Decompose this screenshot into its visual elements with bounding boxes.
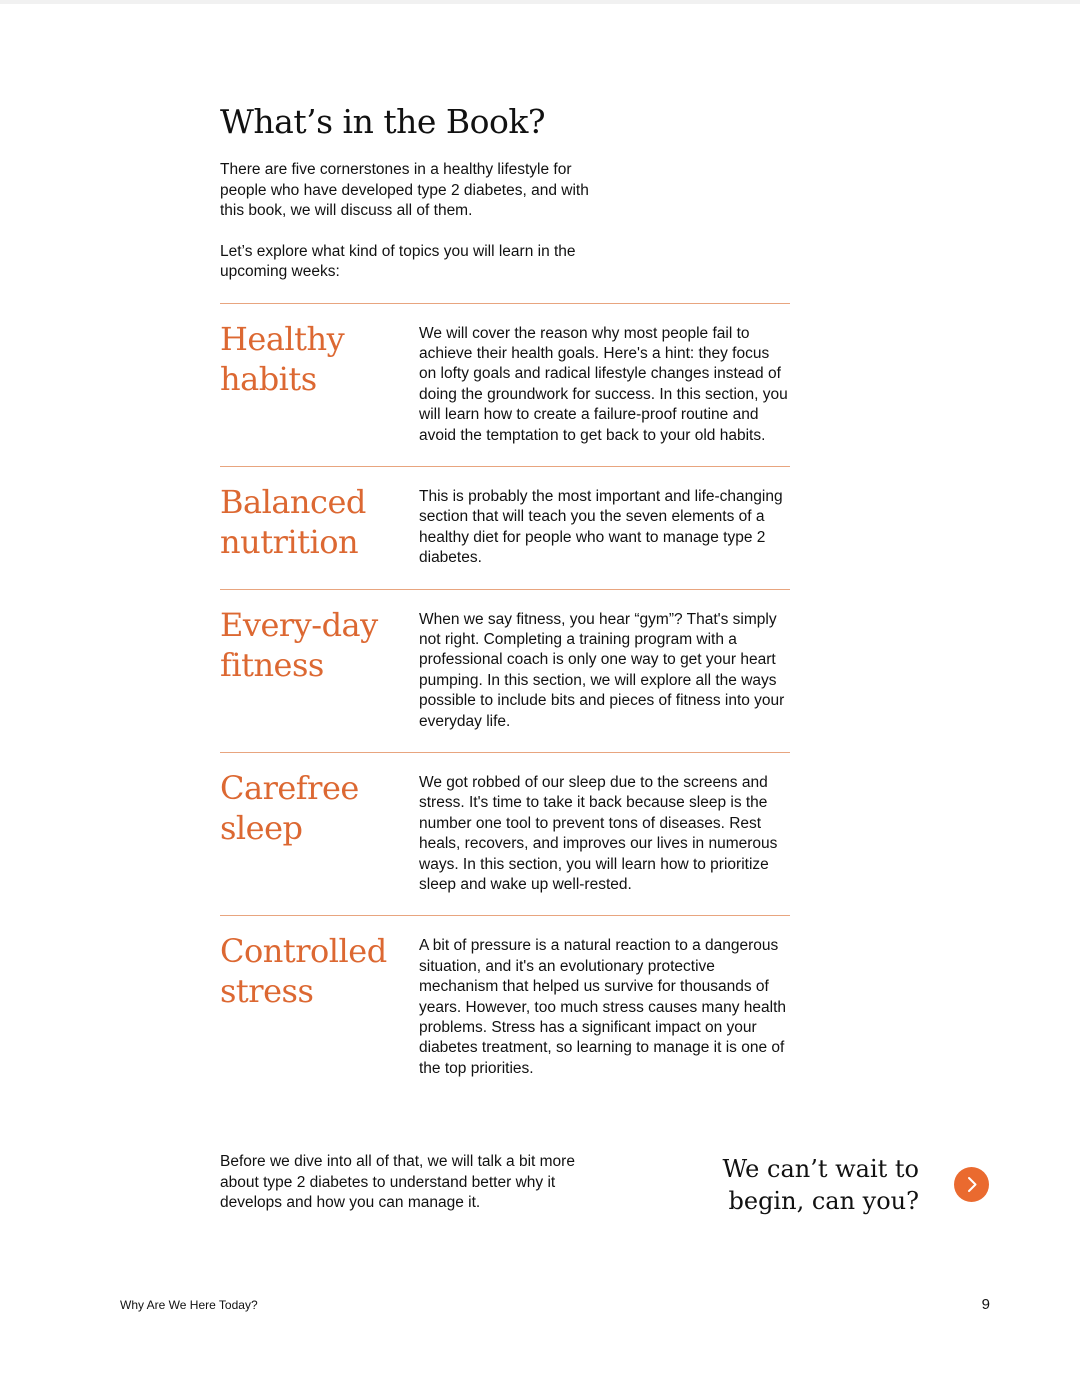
topic-title-line: Healthy	[220, 319, 345, 358]
topic-title-line: Controlled	[220, 932, 387, 971]
topic-title	[220, 319, 419, 446]
topic-title-line: fitness	[220, 645, 324, 684]
chevron-right-icon	[954, 1167, 989, 1202]
footer-chapter-title: Why Are We Here Today?	[120, 1298, 258, 1312]
topic-description: When we say fitness, you hear “gym”? That's simply not right. Completing a training program with a professional coach is only one way to get your heart pumping. In this section, we will explore all the ways possible to include bits and pieces of fitness into your everyday life.	[419, 610, 785, 730]
topic-title-line: sleep	[220, 809, 303, 847]
topic-healthy-habits	[220, 303, 790, 466]
topic-controlled-stress	[220, 915, 790, 1099]
topic-title	[220, 931, 419, 1079]
topic-title-line: stress	[220, 972, 314, 1011]
main-content	[220, 100, 790, 1099]
topic-title-line: Every-day	[220, 605, 378, 644]
topic-title-line: nutrition	[220, 522, 359, 561]
topic-balanced-nutrition	[220, 466, 790, 589]
next-page-button[interactable]	[954, 1167, 989, 1202]
topic-title-line: Carefree	[220, 769, 359, 807]
topic-title	[220, 482, 419, 569]
page-title: What’s in the Book?	[220, 102, 546, 141]
cta-line: We can’t wait to	[722, 1155, 919, 1183]
topic-description: We got robbed of our sleep due to the screens and stress. It's time to take it back because sleep is the number one tool to prevent tons of diseases. Rest heals, recovers, and improves our lives in numerous ways. In this section, you will learn how to prioritize sleep and wake up well-rested.	[419, 774, 778, 894]
topic-description: We will cover the reason why most people fail to achieve their health goals. Here's a hint: they focus on lofty goals and radical lifestyle changes instead of doing the groundwork for success. In this section, you will learn how to create a failure-proof routine and avoid the temptation to get back to your old habits.	[419, 324, 788, 444]
call-to-action-text	[722, 1153, 919, 1217]
topic-title-line: Balanced	[220, 482, 366, 521]
top-divider	[0, 0, 1080, 4]
cta-line: begin, can you?	[728, 1187, 919, 1215]
topic-title	[220, 605, 419, 732]
topic-description: A bit of pressure is a natural reaction to a dangerous situation, and it's an evolutionary protective mechanism that helped us survive for thousands of years. However, too much stress causes many health problems. Stress has a significant impact on your diabetes treatment, so learning to manage it is one of the top priorities.	[419, 937, 786, 1077]
topic-title-line: habits	[220, 359, 317, 398]
topic-every-day-fitness	[220, 589, 790, 752]
intro-text	[220, 160, 600, 283]
closing-paragraph: Before we dive into all of that, we will talk a bit more about type 2 diabetes to understand better why it develops and how you can manage it.	[220, 1153, 575, 1211]
intro-paragraph-2: Let’s explore what kind of topics you will learn in the upcoming weeks:	[220, 242, 576, 280]
topic-title	[220, 768, 419, 895]
intro-paragraph-1: There are five cornerstones in a healthy lifestyle for people who have developed type 2 diabetes, and with this book, we will discuss all of them.	[220, 161, 589, 219]
topic-description: This is probably the most important and life-changing section that will teach you the seven elements of a healthy diet for people who want to manage type 2 diabetes.	[419, 487, 783, 567]
page-number: 9	[981, 1296, 990, 1313]
topics-list	[220, 303, 790, 1100]
topic-carefree-sleep	[220, 752, 790, 915]
